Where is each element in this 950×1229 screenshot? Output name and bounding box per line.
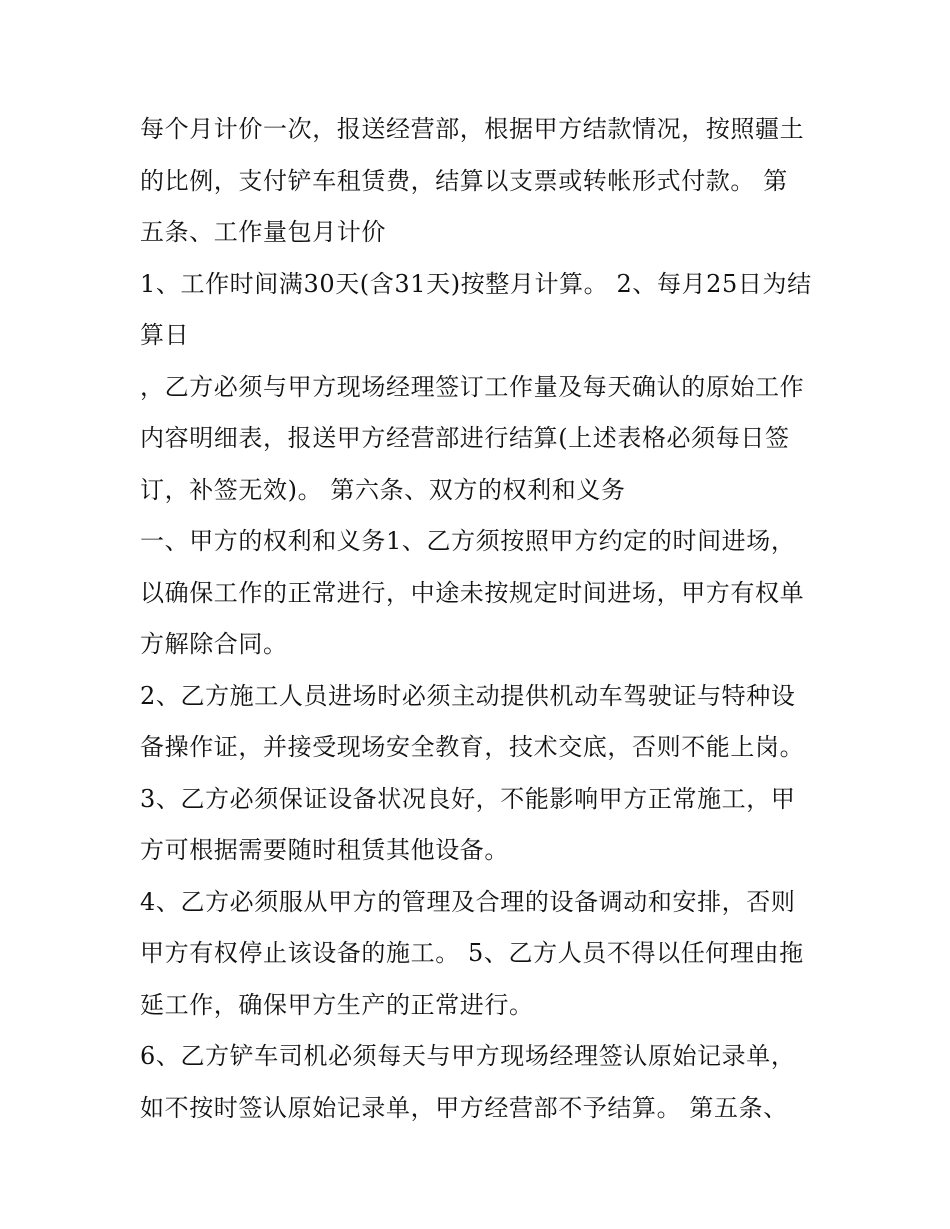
text-line: 一、甲方的权利和义务1、乙方须按照甲方约定的时间进场， xyxy=(140,527,796,555)
text-line: 3、乙方必须保证设备状况良好，不能影响甲方正常施工，甲 xyxy=(140,784,796,813)
text-line: 甲方有权停止该设备的施工。 5、乙方人员不得以任何理由拖 xyxy=(140,939,804,967)
text-line: 每个月计价一次，报送经营部，根据甲方结款情况，按照疆土 xyxy=(140,115,805,143)
text-line: 如不按时签认原始记录单，甲方经营部不予结算。 第五条、 xyxy=(140,1093,788,1122)
text-line: 算日 xyxy=(140,321,190,349)
text-line: 方可根据需要随时租赁其他设备。 xyxy=(140,836,509,864)
text-line: 的比例，支付铲车租赁费，结算以支票或转帐形式付款。 第 xyxy=(140,166,788,195)
document-body xyxy=(140,104,820,1134)
text-line: 订，补签无效)。 第六条、双方的权利和义务 xyxy=(140,475,626,504)
text-line: 延工作，确保甲方生产的正常进行。 xyxy=(140,990,534,1019)
text-line: 备操作证，并接受现场安全教育，技术交底，否则不能上岗。 xyxy=(140,733,805,761)
text-line: 2、乙方施工人员进场时必须主动提供机动车驾驶证与特种设 xyxy=(140,681,796,710)
text-line: 4、乙方必须服从甲方的管理及合理的设备调动和安排，否则 xyxy=(140,887,796,916)
text-line: 方解除合同。 xyxy=(140,630,288,658)
text-line: 1、工作时间满30天(含31天)按整月计算。 2、每月25日为结 xyxy=(140,269,812,298)
text-line: 以确保工作的正常进行，中途未按规定时间进场，甲方有权单 xyxy=(140,578,805,607)
text-line: 内容明细表，报送甲方经营部进行结算(上述表格必须每日签 xyxy=(140,424,790,452)
text-line: 6、乙方铲车司机必须每天与甲方现场经理签认原始记录单， xyxy=(140,1042,796,1070)
text-line: ，乙方必须与甲方现场经理签订工作量及每天确认的原始工作 xyxy=(140,372,805,401)
text-line: 五条、工作量包月计价 xyxy=(140,218,386,246)
